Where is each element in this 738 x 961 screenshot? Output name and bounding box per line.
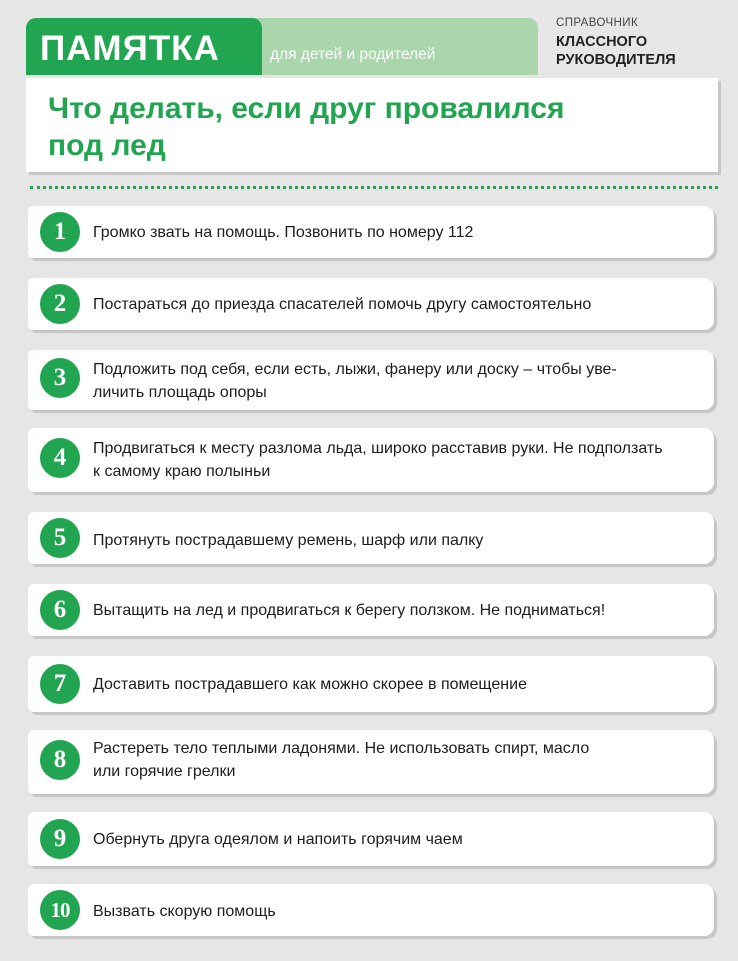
step-text	[93, 437, 704, 483]
step-text-line: Подложить под себя, если есть, лыжи, фанеру или доску – чтобы уве-	[93, 361, 617, 378]
step-number-badge: 4	[40, 438, 80, 478]
step-item	[28, 584, 714, 636]
step-number-badge: 9	[40, 819, 80, 859]
step-text	[93, 293, 704, 316]
step-number-badge: 5	[40, 518, 80, 558]
audience-label: для детей и родителей	[270, 46, 436, 63]
step-item	[28, 206, 714, 258]
step-text-line: личить площадь опоры	[93, 384, 267, 401]
step-text	[93, 737, 704, 783]
step-item	[28, 730, 714, 794]
title-line-2: под лед	[48, 129, 166, 162]
step-item	[28, 884, 714, 936]
memo-badge-label: ПАМЯТКА	[40, 29, 220, 68]
page-title	[48, 90, 564, 164]
publication-reference	[556, 17, 676, 69]
step-text-line: Продвигаться к месту разлома льда, широко расставив руки. Не подползать	[93, 440, 663, 457]
step-text	[93, 673, 704, 696]
step-text	[93, 529, 704, 552]
step-text-line: Вытащить на лед и продвигаться к берегу ползком. Не подниматься!	[93, 602, 606, 619]
step-text	[93, 900, 704, 923]
step-text-line: Доставить пострадавшего как можно скорее в помещение	[93, 676, 527, 693]
ref-line-1: СПРАВОЧНИК	[556, 17, 639, 29]
audience-tab	[240, 18, 538, 75]
ref-line-2: КЛАССНОГО	[556, 34, 648, 50]
step-text-line: Растереть тело теплыми ладонями. Не использовать спирт, масло	[93, 740, 590, 757]
step-number-badge: 8	[40, 740, 80, 780]
step-item	[28, 512, 714, 564]
title-box	[26, 78, 718, 172]
step-text-line: к самому краю полыньи	[93, 463, 271, 480]
step-number-badge: 7	[40, 664, 80, 704]
memo-badge	[26, 18, 262, 75]
step-item	[28, 428, 714, 492]
step-item	[28, 656, 714, 712]
step-number-badge: 1	[40, 212, 80, 252]
step-item	[28, 350, 714, 410]
step-text-line: Громко звать на помощь. Позвонить по номеру 112	[93, 224, 474, 241]
step-number-badge: 10	[40, 890, 80, 930]
step-number-badge: 3	[40, 358, 80, 398]
step-text-line: Обернуть друга одеялом и напоить горячим чаем	[93, 831, 463, 848]
step-text-line: или горячие грелки	[93, 763, 236, 780]
dotted-divider	[30, 186, 718, 189]
step-number-badge: 6	[40, 590, 80, 630]
step-text-line: Протянуть пострадавшему ремень, шарф или палку	[93, 532, 484, 549]
step-text	[93, 599, 704, 622]
ref-line-3: РУКОВОДИТЕЛЯ	[556, 52, 676, 68]
step-text	[93, 828, 704, 851]
step-number-badge: 2	[40, 284, 80, 324]
step-text-line: Вызвать скорую помощь	[93, 903, 276, 920]
title-line-1: Что делать, если друг провалился	[48, 92, 565, 125]
step-text	[93, 221, 704, 244]
step-text-line: Постараться до приезда спасателей помочь другу самостоятельно	[93, 296, 592, 313]
step-item	[28, 812, 714, 866]
step-text	[93, 358, 704, 404]
step-item	[28, 278, 714, 330]
